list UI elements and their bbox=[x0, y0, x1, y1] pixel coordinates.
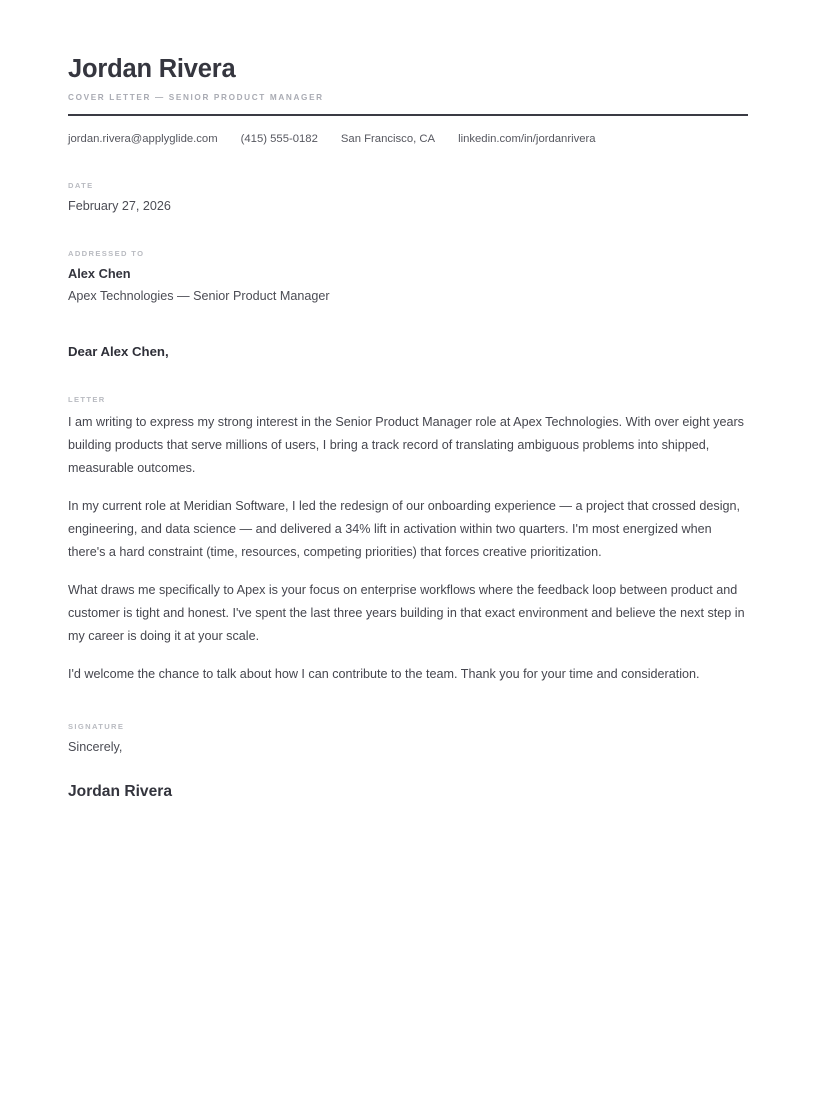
contact-linkedin[interactable]: linkedin.com/in/jordanrivera bbox=[458, 133, 596, 146]
date-value: February 27, 2026 bbox=[68, 199, 171, 214]
letter-masthead bbox=[68, 55, 748, 116]
addressed-to-label: ADDRESSED TO bbox=[68, 248, 145, 258]
letter-paragraph: What draws me specifically to Apex is your focus on enterprise workflows where the feedback loop between product and customer is tight and honest. I've spent the last three years building in that exact environment and believe the next step in my career is doing it at your scale. bbox=[68, 582, 745, 644]
letter-label: LETTER bbox=[68, 394, 106, 404]
masthead-divider bbox=[68, 114, 748, 116]
contact-phone[interactable]: (415) 555-0182 bbox=[240, 133, 318, 146]
date-block bbox=[68, 181, 748, 215]
salutation: Dear Alex Chen, bbox=[68, 343, 169, 359]
signature-block bbox=[68, 722, 748, 803]
addressee-block bbox=[68, 249, 748, 306]
signoff-text: Sincerely, bbox=[68, 739, 123, 754]
page-title: Jordan Rivera bbox=[68, 55, 236, 83]
letter-body bbox=[68, 411, 748, 686]
contact-email[interactable]: jordan.rivera@applyglide.com bbox=[68, 133, 218, 146]
document-subtitle: COVER LETTER — SENIOR PRODUCT MANAGER bbox=[68, 92, 324, 102]
contact-location: San Francisco, CA bbox=[340, 133, 436, 146]
letter-paragraph: I am writing to express my strong interest in the Senior Product Manager role at Apex Technologies. With over eight years building products that serve millions of users, I bring a track record of translating ambiguous problems into shipped, measurable outcomes. bbox=[68, 414, 744, 476]
letter-paragraph: I'd welcome the chance to talk about how I can contribute to the team. Thank you for your time and consideration. bbox=[68, 666, 700, 681]
signature-label: SIGNATURE bbox=[68, 721, 125, 731]
letter-sheet bbox=[68, 55, 748, 802]
date-label: DATE bbox=[68, 181, 94, 191]
letter-paragraph: In my current role at Meridian Software, I led the redesign of our onboarding experience — a project that crossed design, engineering, and data science — and delivered a 34% lift in activation within two quarters. I'm most energized when there's a hard constraint (time, resources, competing priorities) that forces creative prioritization. bbox=[68, 498, 741, 560]
addressee-name: Alex Chen bbox=[68, 265, 131, 281]
letter-block bbox=[68, 395, 748, 686]
contact-row bbox=[68, 131, 748, 148]
addressee-organization: Apex Technologies — Senior Product Manager bbox=[68, 289, 330, 304]
signer-name: Jordan Rivera bbox=[68, 783, 173, 801]
